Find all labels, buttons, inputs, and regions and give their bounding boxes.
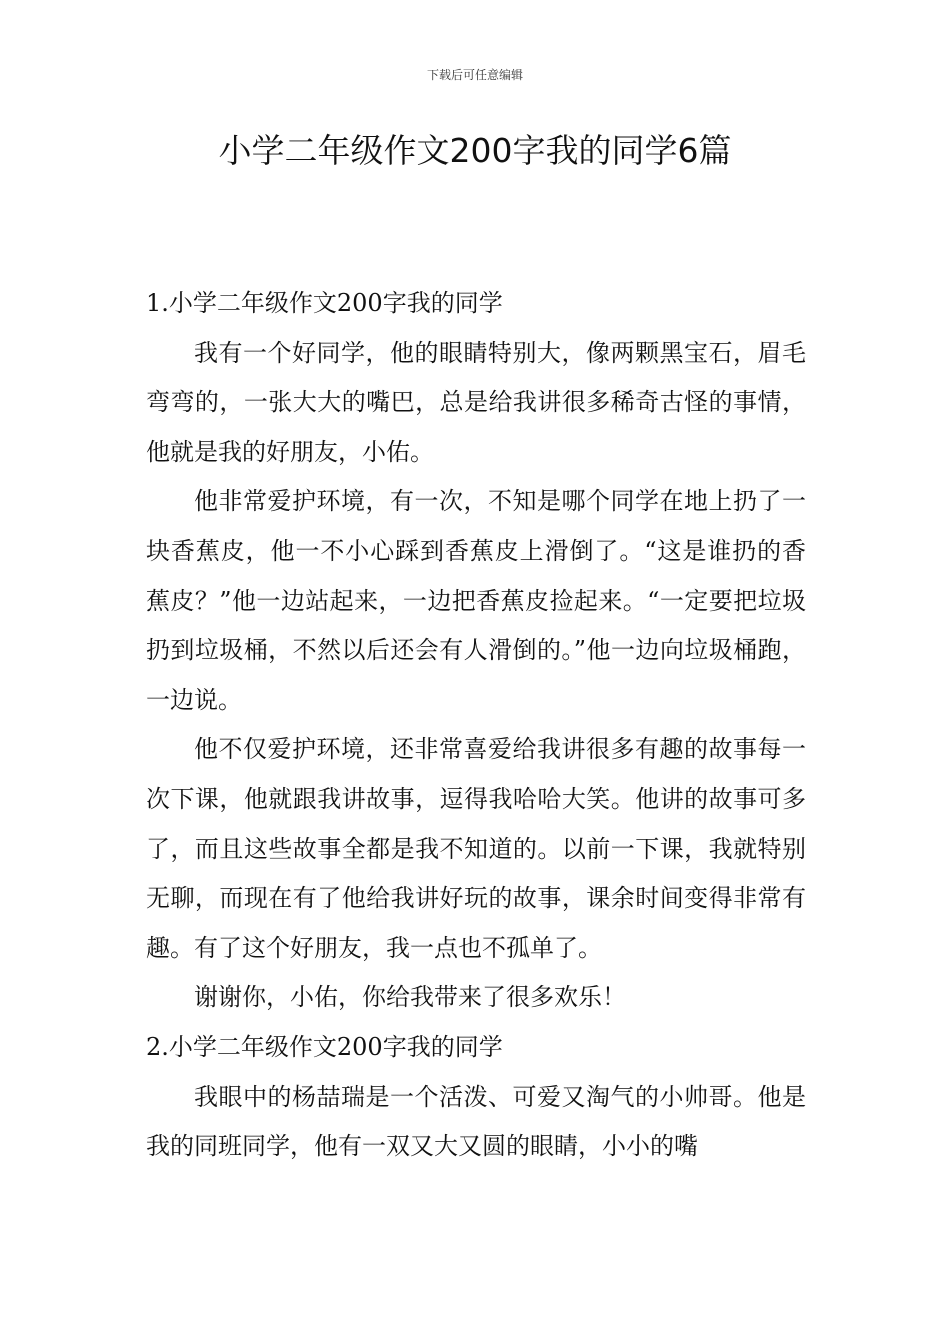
paragraph: 谢谢你，小佑，你给我带来了很多欢乐！: [194, 983, 626, 1012]
document-title: 小学二年级作文200字我的同学6篇: [218, 131, 732, 170]
section-heading: 2.小学二年级作文200字我的同学: [146, 1032, 503, 1061]
paragraph: 他不仅爱护环境，还非常喜爱给我讲很多有趣的故事每一次下课，他就跟我讲故事，逗得我哈哈大笑。他讲的故事可多了，而且这些故事全都是我不知道的。以前一下课，我就特别无聊，而现在有了他给我讲好玩的故事，课余时间变得非常有趣。有了这个好朋友，我一点也不孤单了。: [146, 735, 806, 962]
document-body: [146, 279, 806, 1172]
header-note: 下载后可任意编辑: [426, 68, 523, 82]
paragraph: 我有一个好同学，他的眼睛特别大，像两颗黑宝石，眉毛弯弯的，一张大大的嘴巴，总是给我讲很多稀奇古怪的事情，他就是我的好朋友，小佑。: [146, 338, 806, 466]
paragraph: 他非常爱护环境，有一次，不知是哪个同学在地上扔了一块香蕉皮，他一不小心踩到香蕉皮上滑倒了。“这是谁扔的香蕉皮？”他一边站起来，一边把香蕉皮捡起来。“一定要把垃圾扔到垃圾桶，不然以后还会有人滑倒的。”他一边向垃圾桶跑，一边说。: [146, 487, 806, 714]
paragraph: 我眼中的杨喆瑞是一个活泼、可爱又淘气的小帅哥。他是我的同班同学，他有一双又大又圆的眼睛，小小的嘴: [146, 1082, 806, 1161]
section-heading: 1.小学二年级作文200字我的同学: [146, 289, 503, 317]
